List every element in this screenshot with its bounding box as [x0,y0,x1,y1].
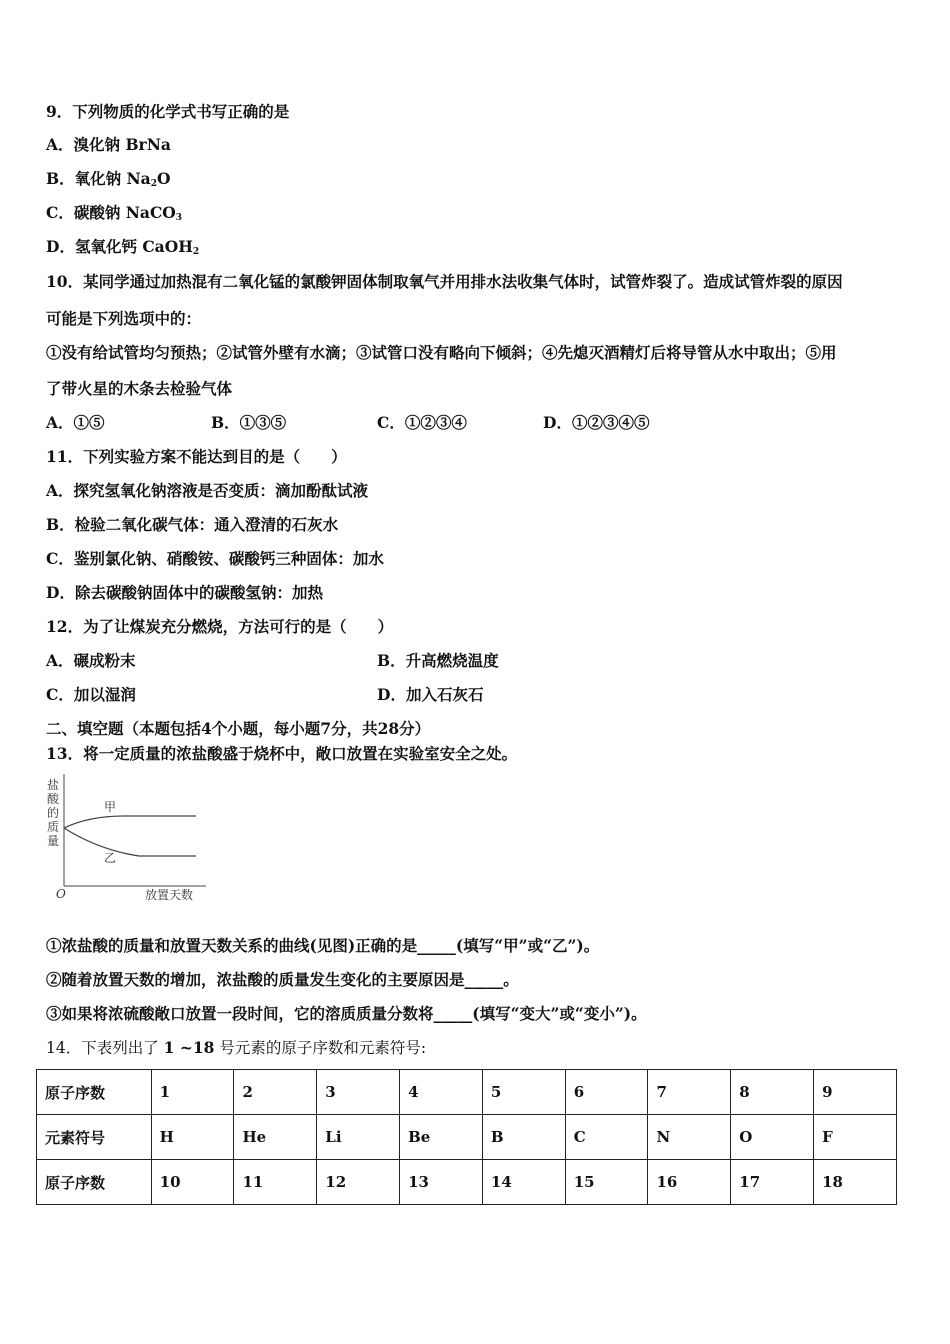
table-cell: 7 [648,1070,731,1115]
table-cell: O [731,1115,814,1160]
table-cell: He [234,1115,317,1160]
q9-stem: 9．下列物质的化学式书写正确的是 [46,102,290,121]
table-cell: 8 [731,1070,814,1115]
table-cell: 11 [234,1160,317,1205]
table-cell: C [565,1115,648,1160]
q12-stem: 12．为了让煤炭充分燃烧，方法可行的是（ ） [46,617,394,636]
table-cell: 3 [317,1070,400,1115]
q12-option-a: A．碾成粉末 [46,651,136,670]
y-axis-label-char: 盐 [47,778,60,792]
table-cell: 10 [151,1160,234,1205]
table-cell: F [814,1115,897,1160]
q9-option-c [46,202,182,229]
q14-stem [46,1037,426,1059]
y-axis-label-char: 量 [47,834,60,848]
table-cell: N [648,1115,731,1160]
table-row [37,1070,897,1115]
y-axis-label-char: 的 [47,806,60,820]
table-cell: H [151,1115,234,1160]
table-cell: 6 [565,1070,648,1115]
q10-reasons-line1: ①没有给试管均匀预热；②试管外壁有水滴；③试管口没有略向下倾斜；④先熄灭酒精灯后将导管从水中取出；⑤用 [46,343,837,362]
table-cell: Li [317,1115,400,1160]
y-axis-label-char: 酸 [47,792,60,806]
q10-option-b: B．①③⑤ [211,413,287,432]
q10-option-c: C．①②③④ [377,413,467,432]
table-row [37,1115,897,1160]
option-label: B．氧化钠 [46,169,127,188]
chemical-formula: NaCO [125,203,176,222]
section-heading: 二、填空题（本题包括4个小题，每小题7分，共28分） [46,719,431,738]
q9-option-d [46,236,199,263]
q14-stem-post: 号元素的原子序数和元素符号: [214,1039,427,1057]
q13-sub1: ①浓盐酸的质量和放置天数关系的曲线(见图)正确的是_____(填写“甲”或“乙”)。 [46,936,600,955]
q14-stem-range: 1 ~18 [163,1038,215,1057]
row-header: 原子序数 [37,1070,152,1115]
table-cell: B [482,1115,565,1160]
curve-label-jia: 甲 [104,800,117,814]
origin-label: O [56,887,66,901]
table-cell: 17 [731,1160,814,1205]
option-label: A．溴化钠 [46,135,126,154]
chemical-formula: Na [126,169,151,188]
q11-stem: 11．下列实验方案不能达到目的是（ ） [46,447,347,466]
element-table [36,1069,897,1205]
q9-option-a [46,134,171,156]
q11-option-b: B．检验二氧化碳气体：通入澄清的石灰水 [46,515,339,534]
table-cell: 12 [317,1160,400,1205]
q12-option-c: C．加以湿润 [46,685,136,704]
q13-sub2: ②随着放置天数的增加，浓盐酸的质量发生变化的主要原因是_____。 [46,970,519,989]
table-cell: 13 [400,1160,483,1205]
q10-stem-line1: 10．某同学通过加热混有二氧化锰的氯酸钾固体制取氧气并用排水法收集气体时，试管炸裂了。造成试管炸裂的原因 [46,272,843,291]
q12-option-b: B．升高燃烧温度 [377,651,499,670]
q10-reasons-line2: 了带火星的木条去检验气体 [46,379,233,398]
chemical-formula: BrNa [125,135,171,154]
table-cell: 15 [565,1160,648,1205]
table-cell: Be [400,1115,483,1160]
table-cell: 4 [400,1070,483,1115]
table-cell: 14 [482,1160,565,1205]
q11-option-c: C．鉴别氯化钠、硝酸铵、碳酸钙三种固体：加水 [46,549,384,568]
q14-stem-pre: 14．下表列出了 [46,1039,164,1057]
curve-label-yi: 乙 [104,851,117,865]
formula-subscript: 3 [175,213,183,223]
curve-jia [64,816,196,828]
q13-sub3: ③如果将浓硫酸敞口放置一段时间，它的溶质质量分数将_____(填写“变大”或“变小”)。 [46,1004,647,1023]
q10-option-d: D．①②③④⑤ [543,413,650,432]
q11-option-a: A．探究氢氧化钠溶液是否变质：滴加酚酞试液 [46,481,369,500]
q13-stem: 13．将一定质量的浓盐酸盛于烧杯中，敞口放置在实验室安全之处。 [46,744,518,763]
table-row [37,1160,897,1205]
x-axis-label: 放置天数 [145,888,194,902]
hcl-mass-graph [44,772,214,906]
curve-yi [64,828,196,856]
chemical-formula: CaOH [142,237,193,256]
formula-subscript: 2 [150,179,157,189]
q11-option-d: D．除去碳酸钠固体中的碳酸氢钠：加热 [46,583,323,602]
table-cell: 1 [151,1070,234,1115]
q10-stem-line2: 可能是下列选项中的： [46,309,202,328]
q10-option-a: A．①⑤ [46,413,105,432]
option-label: C．碳酸钠 [46,203,126,222]
formula-tail: O [156,169,171,188]
y-axis-label-char: 质 [47,820,60,834]
table-cell: 2 [234,1070,317,1115]
formula-subscript: 2 [192,247,200,257]
table-cell: 18 [814,1160,897,1205]
option-label: D．氢氧化钙 [46,237,143,256]
table-cell: 9 [814,1070,897,1115]
q12-option-d: D．加入石灰石 [377,685,484,704]
q9-option-b [46,168,171,195]
table-cell: 5 [482,1070,565,1115]
row-header: 原子序数 [37,1160,152,1205]
row-header: 元素符号 [37,1115,152,1160]
table-cell: 16 [648,1160,731,1205]
